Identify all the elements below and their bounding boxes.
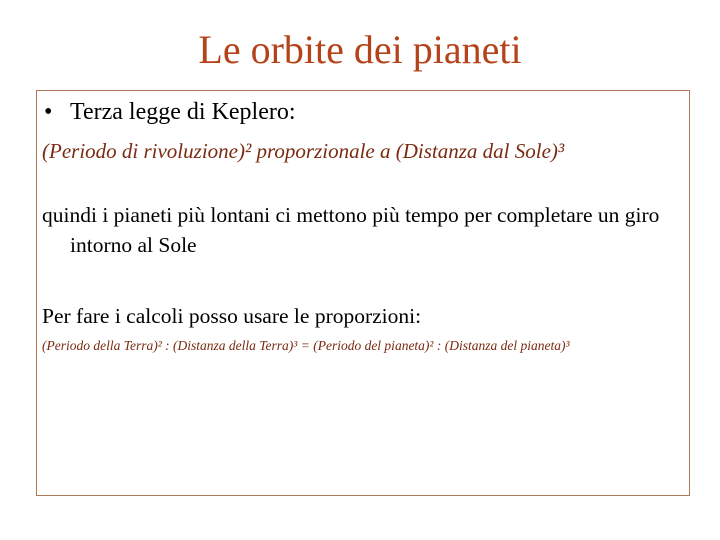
bullet-item xyxy=(44,94,296,130)
bullet-text: Terza legge di Keplero: xyxy=(70,99,296,125)
slide-title: Le orbite dei pianeti xyxy=(198,27,522,72)
proportion-formula: (Periodo della Terra)² : (Distanza della Terra)³ = (Periodo del pianeta)² : (Distanza del pianeta)³ xyxy=(42,338,570,353)
kepler-law-text: (Periodo di rivoluzione)² proporzionale a (Distanza dal Sole)³ xyxy=(42,139,565,163)
proportions-intro: Per fare i calcoli posso usare le proporzioni: xyxy=(42,304,422,328)
explanation-paragraph: quindi i pianeti più lontani ci mettono più tempo per completare un giro intorno al Sole xyxy=(42,203,660,257)
bullet-marker: • xyxy=(44,99,53,125)
